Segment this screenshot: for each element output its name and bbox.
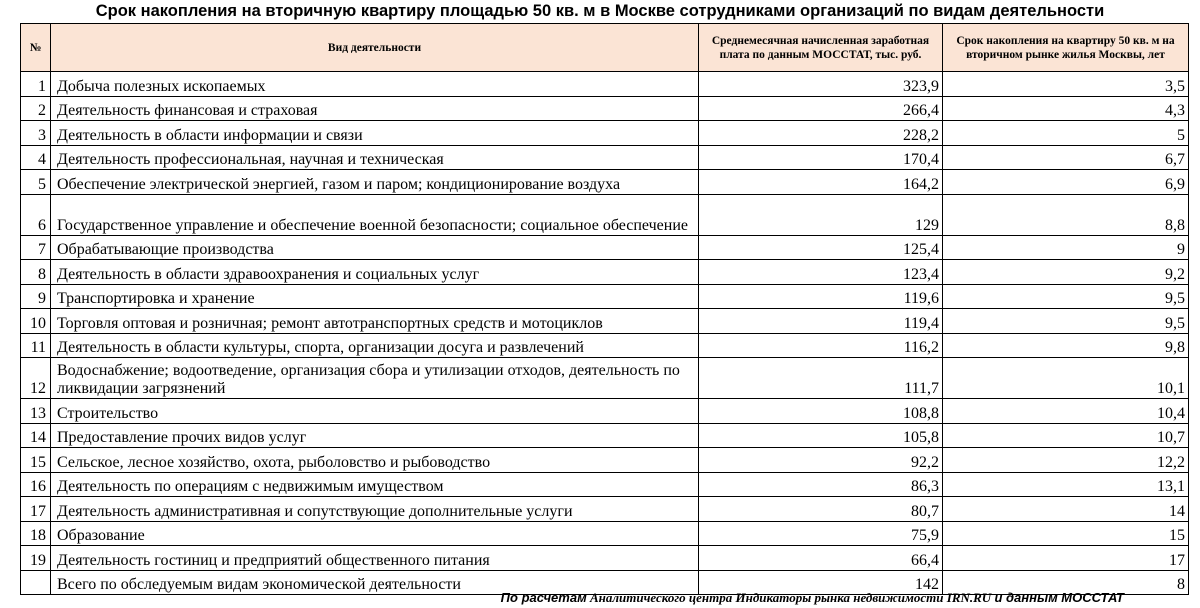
cell-activity: Обрабатывающие производства <box>51 235 699 260</box>
cell-salary: 105,8 <box>699 423 943 448</box>
source-note-part3: и данным МОССТАТ <box>994 590 1124 605</box>
cell-num: 7 <box>21 235 51 260</box>
cell-activity: Обеспечение электрической энергией, газом и паром; кондиционирование воздуха <box>51 170 699 195</box>
table-row <box>21 170 1189 195</box>
cell-activity: Предоставление прочих видов услуг <box>51 423 699 448</box>
cell-years: 9 <box>943 235 1189 260</box>
table-row <box>21 309 1189 334</box>
cell-years: 13,1 <box>943 472 1189 497</box>
table-row <box>21 448 1189 473</box>
cell-years: 9,2 <box>943 260 1189 285</box>
cell-num: 18 <box>21 521 51 546</box>
table-row <box>21 72 1189 97</box>
cell-activity: Сельское, лесное хозяйство, охота, рыболовство и рыбоводство <box>51 448 699 473</box>
cell-salary: 119,4 <box>699 309 943 334</box>
table-row <box>21 497 1189 522</box>
cell-years: 10,4 <box>943 399 1189 424</box>
table-row <box>21 284 1189 309</box>
cell-salary: 170,4 <box>699 145 943 170</box>
table-row <box>21 145 1189 170</box>
cell-years: 8 <box>943 570 1189 595</box>
cell-activity: Строительство <box>51 399 699 424</box>
cell-salary: 86,3 <box>699 472 943 497</box>
column-header-salary: Среднемесячная начисленная заработная плата по данным МОССТАТ, тыс. руб. <box>699 24 943 72</box>
table-body <box>21 72 1189 595</box>
cell-activity: Деятельность в области информации и связи <box>51 121 699 146</box>
cell-salary: 323,9 <box>699 72 943 97</box>
cell-activity: Государственное управление и обеспечение военной безопасности; социальное обеспечение <box>51 194 699 235</box>
cell-salary: 108,8 <box>699 399 943 424</box>
table-row <box>21 358 1189 399</box>
cell-years: 15 <box>943 521 1189 546</box>
cell-num: 10 <box>21 309 51 334</box>
cell-salary: 142 <box>699 570 943 595</box>
cell-activity: Деятельность административная и сопутствующие дополнительные услуги <box>51 497 699 522</box>
cell-salary: 116,2 <box>699 333 943 358</box>
cell-years: 9,8 <box>943 333 1189 358</box>
page-title: Срок накопления на вторичную квартиру площадью 50 кв. м в Москве сотрудниками организаций по видам деятельности <box>95 2 1105 20</box>
table-row <box>21 546 1189 571</box>
cell-years: 9,5 <box>943 309 1189 334</box>
cell-activity: Образование <box>51 521 699 546</box>
cell-num: 17 <box>21 497 51 522</box>
cell-years: 14 <box>943 497 1189 522</box>
cell-num: 11 <box>21 333 51 358</box>
table-header-row <box>21 24 1189 72</box>
table-row <box>21 121 1189 146</box>
cell-years: 5 <box>943 121 1189 146</box>
cell-activity: Деятельность профессиональная, научная и техническая <box>51 145 699 170</box>
column-header-years: Срок накопления на квартиру 50 кв. м на вторичном рынке жилья Москвы, лет <box>943 24 1189 72</box>
cell-salary: 129 <box>699 194 943 235</box>
cell-activity: Транспортировка и хранение <box>51 284 699 309</box>
table-row <box>21 235 1189 260</box>
cell-salary: 80,7 <box>699 497 943 522</box>
cell-activity: Деятельность в области здравоохранения и социальных услуг <box>51 260 699 285</box>
cell-years: 10,1 <box>943 358 1189 399</box>
cell-years: 8,8 <box>943 194 1189 235</box>
cell-activity: Деятельность в области культуры, спорта, организации досуга и развлечений <box>51 333 699 358</box>
cell-num: 19 <box>21 546 51 571</box>
table-row <box>21 260 1189 285</box>
cell-num: 2 <box>21 96 51 121</box>
cell-num: 15 <box>21 448 51 473</box>
cell-years: 3,5 <box>943 72 1189 97</box>
cell-years: 9,5 <box>943 284 1189 309</box>
table-row <box>21 96 1189 121</box>
cell-salary: 92,2 <box>699 448 943 473</box>
cell-years: 17 <box>943 546 1189 571</box>
source-note <box>501 589 1124 607</box>
cell-num: 5 <box>21 170 51 195</box>
cell-years: 6,7 <box>943 145 1189 170</box>
cell-salary: 164,2 <box>699 170 943 195</box>
cell-salary: 125,4 <box>699 235 943 260</box>
cell-salary: 119,6 <box>699 284 943 309</box>
cell-num: 3 <box>21 121 51 146</box>
cell-salary: 66,4 <box>699 546 943 571</box>
cell-activity: Деятельность финансовая и страховая <box>51 96 699 121</box>
table-row <box>21 399 1189 424</box>
column-header-activity: Вид деятельности <box>51 24 699 72</box>
cell-years: 12,2 <box>943 448 1189 473</box>
cell-activity: Добыча полезных ископаемых <box>51 72 699 97</box>
cell-num: 8 <box>21 260 51 285</box>
cell-years: 6,9 <box>943 170 1189 195</box>
data-table <box>20 23 1189 595</box>
table-row <box>21 194 1189 235</box>
cell-activity: Всего по обследуемым видам экономической деятельности <box>51 570 699 595</box>
table-row <box>21 333 1189 358</box>
cell-years: 10,7 <box>943 423 1189 448</box>
cell-num: 13 <box>21 399 51 424</box>
cell-years: 4,3 <box>943 96 1189 121</box>
cell-num: 4 <box>21 145 51 170</box>
table-row <box>21 423 1189 448</box>
cell-salary: 266,4 <box>699 96 943 121</box>
source-note-part1: По расчетам <box>500 590 587 605</box>
cell-activity: Деятельность по операциям с недвижимым имуществом <box>51 472 699 497</box>
cell-num: 1 <box>21 72 51 97</box>
cell-activity: Торговля оптовая и розничная; ремонт автотранспортных средств и мотоциклов <box>51 309 699 334</box>
cell-num: 9 <box>21 284 51 309</box>
table-row <box>21 472 1189 497</box>
column-header-num: № <box>21 24 51 72</box>
cell-salary: 75,9 <box>699 521 943 546</box>
cell-num: 16 <box>21 472 51 497</box>
cell-activity: Водоснабжение; водоотведение, организация сбора и утилизации отходов, деятельность по ликвидации загрязнений <box>51 358 699 399</box>
cell-salary: 111,7 <box>699 358 943 399</box>
source-note-part2: Аналитического центра Индикаторы рынка недвижимости IRN.RU <box>589 590 992 605</box>
cell-salary: 123,4 <box>699 260 943 285</box>
cell-num: 6 <box>21 194 51 235</box>
cell-num <box>21 570 51 595</box>
cell-salary: 228,2 <box>699 121 943 146</box>
cell-activity: Деятельность гостиниц и предприятий общественного питания <box>51 546 699 571</box>
table-row <box>21 521 1189 546</box>
cell-num: 14 <box>21 423 51 448</box>
cell-num: 12 <box>21 358 51 399</box>
